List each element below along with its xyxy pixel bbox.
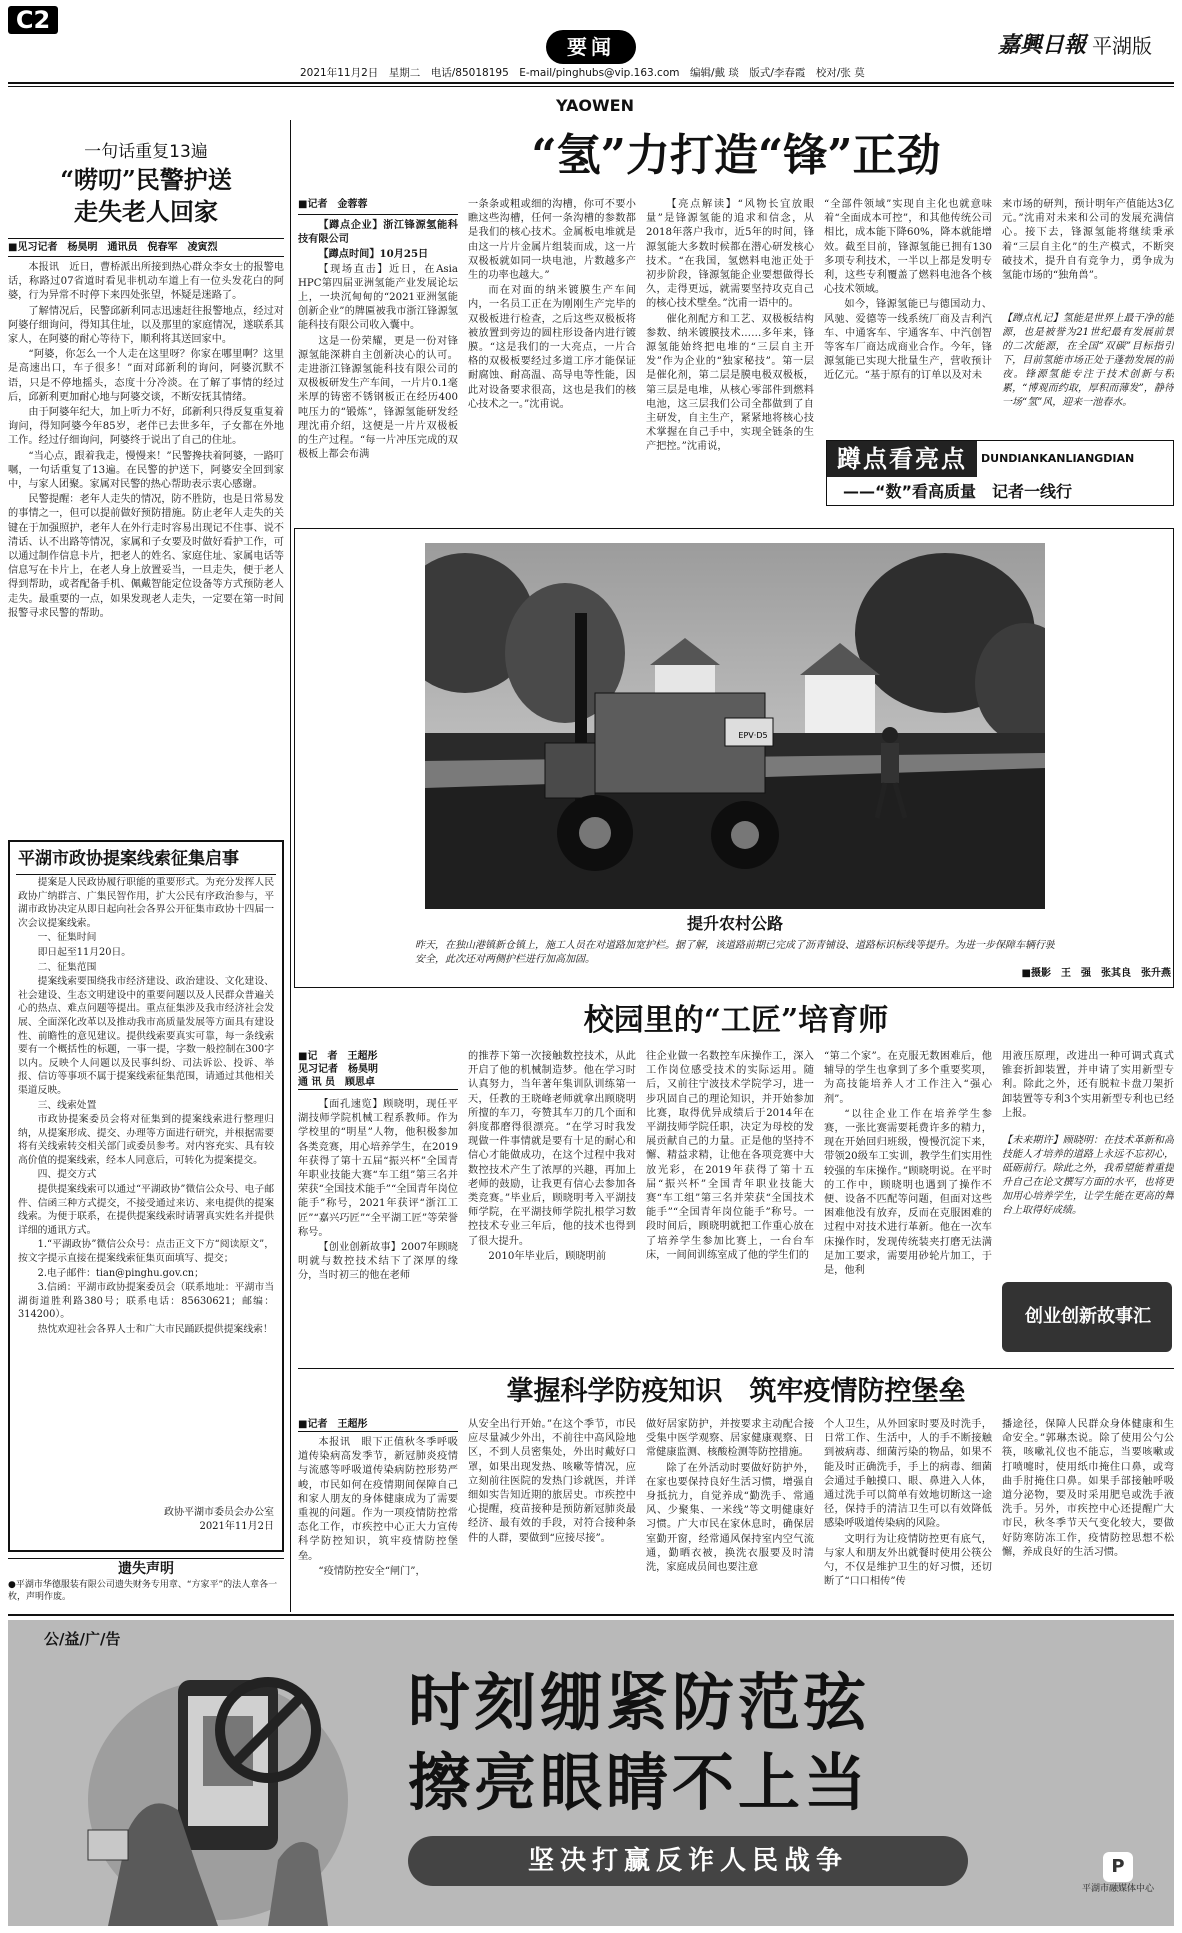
road-photo <box>425 543 1045 909</box>
paragraph: 用液压原理，改进出一种可调式真式锥套折卸装置，并申请了实用新型专利。除此之外，还有脱粒卡盘刀架折卸装置等专利3个实用新型专利也已经上报。 <box>1002 1051 1174 1119</box>
media-center-icon: P <box>1103 1852 1133 1882</box>
campus-col-1 <box>298 1098 458 1360</box>
campus-byline <box>298 1050 458 1090</box>
brand-logo: 嘉興日報 <box>998 32 1087 58</box>
paragraph: 一、征集时间 <box>37 932 97 944</box>
paragraph: 的推荐下第一次接触数控技术，从此开启了他的机械制造梦。他在学习时认真努力，当年著年集训队训练第一天，任教的王晓峰老师就拿出顾晓明所擅的车刀，夸赞其车刀的几个面和斜度都磨得很漂亮。“在学习时我发现做一件事情就是要有十足的耐心和信心才能做成功，在这个过程中我对数控技术产生了浓厚的兴趣，再加上老师的鼓励，让我更有信心去参加各类竞赛。”毕业后，顾晓明考入平湖技师学院，在平湖技师学院扎根学习数控技术专业三年后，他的技术也得到了很大提升。 <box>468 1051 636 1247</box>
hydrogen-byline: ■记者 金蓉蓉 <box>298 199 368 210</box>
paragraph: 除了在外活动时要做好防护外，在家也要保持良好生活习惯，增强自身抵抗力，自觉养成“勤洗手、常通风、少聚集、一米线”等文明健康好习惯。广大市民在家休息时，确保居室勤开窗，经常通风保持室内空气流通，勤晒衣被，换洗衣服要及时清洗，家庭成员间也要注意 <box>646 1462 814 1574</box>
paragraph: 【亮点解读】“风物长宜放眼量”是锋源氢能的追求和信念，从2018年落户我市，近5年的时间，锋源氢能大多数时候都在潜心研发核心技术。“在我国，氢燃料电池正处于初步阶段，锋源氢能企业要想做得长久，走得更远，就需要坚持攻克自己的核心技术壁垒。”沈甫一语中的。 <box>646 199 814 310</box>
paragraph: 这是一份荣耀，更是一份对锋源氢能深耕自主创新决心的认可。走进浙江锋源氢能科技有限公司的双极板研发生产车间，一片片0.1毫米厚的铸密不锈钢板正在经历400吨压力的“锻炼”，锋源氢能研发经理沈甫介绍，这便是一片片双极板的生产过程。“每一片冲压完成的双极板上都会布满 <box>298 335 458 461</box>
paragraph: 【蹲点时间】10月25日 <box>318 248 429 261</box>
notice-date: 2021年11月2日 <box>199 1521 274 1532</box>
paragraph: 播途径，保障人民群众身体健康和生命安全。”郭琳杰说。除了使用公勺公筷，咳嗽礼仪也不能忘，当要咳嗽或打喷嚏时，使用纸巾掩住口鼻，或弯曲手肘掩住口鼻。如果手部接触呼吸道分泌物，要及时采用肥皂或洗手液洗手。另外，市疾控中心还提醒广大市民，秋冬季节天气变化较大，要做好防寒防冻工作，疫情防控思想不松懈，养成良好的生活习惯。 <box>1002 1419 1174 1558</box>
psa-rule <box>8 1614 1174 1616</box>
hydrogen-col-4 <box>824 198 992 568</box>
paragraph: 个人卫生，从外回家时要及时洗手，日常工作、生活中，人的手不断接触到被病毒、细菌污染的物品，如果不能及时正确洗手，手上的病毒、细菌会通过手触摸口、眼、鼻进入人体，通过洗手可以简单有效地切断这一途径，保持手的清洁卫生可以有效降低感染呼吸道传染病的风险。 <box>824 1419 992 1530</box>
epidemic-col-3 <box>646 1418 814 1604</box>
paragraph: 二、征集范围 <box>37 961 97 973</box>
hydrogen-note: 【蹲点札记】氢能是世界上最干净的能源，也是被誉为21世纪最有发展前景的二次能源，在全国“双碳”目标指引下，目前氢能市场正处于蓬勃发展的前夜。锋源氢能专注于技术创新与积累，“博观而约取，厚积而薄发”，静待一场“氢”风，迎来一池春水。 <box>1002 313 1174 408</box>
hydrogen-col-1 <box>298 218 458 568</box>
paragraph: “当心点，跟着我走，慢慢来！”民警搀扶着阿婆，一路叮嘱，一句话重复了13遍。在民警的护送下，阿婆安全回到家中，与家人团聚。家属对民警的热心帮助表示衷心感谢。 <box>8 450 284 491</box>
hydrogen-col-5 <box>1002 198 1174 308</box>
byline-line: ■记 者 王超彤 <box>298 1051 378 1062</box>
paragraph: “以往企业工作在培养学生参赛，一张比赛需要耗费许多的精力，现在开始回归班级，慢慢沉淀下来，带领20级车工实训，教学生们实用性较强的车床操作。”顾晓明说。在平时的工作中，顾晓明也遇到了操作不便、设备不匹配等问题，但面对这些困难他没有放弃，反而在克服困难的过程中对技术进行革新。他在一次车床操作时，发现传统装夹打磨无法满足加工要求，需要用砂轮片加工，于是，他利 <box>824 1108 992 1277</box>
phone-hand-illustration <box>68 1660 368 1926</box>
paragraph: “第二个家”。在克服无数困难后，他辅导的学生也拿到了多个重要奖项，为高技能培养人才工作注入“强心剂”。 <box>824 1051 992 1105</box>
paragraph: 由于阿婆年纪大，加上听力不好，邱新利只得反复重复着询问，得知阿婆今年85岁，老伴已去世多年，子女都在外地工作。经过仔细询问，阿婆终于说出了自己的住址。 <box>8 407 284 447</box>
cppcc-notice-box <box>8 840 284 1552</box>
paragraph: “全部件领域”实现自主化也就意味着“全面成本可控”，和其他传统公司相比，成本能下降60%，降本就能增效。截至目前，锋源氢能已拥有130多项专利技术，一半以上都是发明专利，这些专利覆盖了燃料电池各个核心技术领域。 <box>824 199 992 296</box>
campus-col-5 <box>1002 1050 1174 1130</box>
column-divider <box>290 120 291 1612</box>
badge-slogan: ——“数”看高质量 记者一线行 <box>843 482 1073 501</box>
paragraph: 本报讯 眼下正值秋冬季呼吸道传染病高发季节，新冠肺炎疫情与流感等呼吸道传染病防控形势严峻，市民如何在疫情期间保障自己和家人朋友的身体健康成为了需要重视的问题。作为一项疫情防控常态化工作，市疾控中心正大力宣传科学防控知识，筑牢疫情防控堡垒。 <box>298 1437 458 1562</box>
psa-line-1: 时刻绷紧防范弦 <box>408 1666 871 1739</box>
paragraph: 从安全出行开始。”在这个季节，市民应尽量减少外出，不前往中高风险地区，不到人员密集处，外出时戴好口罩，如果出现发热、咳嗽等情况，应立刻前往医院的发热门诊就医，并详细如实告知近期的旅居史。市疾控中心提醒，疫苗接种是预防新冠肺炎最经济、最有效的手段，对符合接种条件的人群，要做到“应接尽接”。 <box>468 1419 636 1544</box>
paragraph: 如今，锋源氢能已与德国动力、风驰、爱德等一线系统厂商及吉利汽车、中通客车、宇通客车、中汽创智等客车厂商达成商业合作。今年，锋源氢能已实现大批量生产，营收预计近亿元。“基于原有的订单以及对未 <box>824 299 992 382</box>
epidemic-col-1 <box>298 1436 458 1604</box>
notice-title-rule <box>16 874 276 875</box>
campus-col-3 <box>646 1050 814 1360</box>
paragraph: 3.信函：平湖市政协提案委员会（联系地址：平湖市当湖街道胜利路380号；联系电话：85630621；邮编：314200）。 <box>18 1282 274 1321</box>
psa-label: 公/益/广/告 <box>44 1630 121 1648</box>
hydrogen-byline-rule <box>298 214 458 215</box>
paragraph: 提供提案线索可以通过“平湖政协”微信公众号、电子邮件、信函三种方式提交，不接受通过来访、来电提供的提案线索。为便于联系，在提供提案线索时请署真实姓名并提供详细的通讯方式。 <box>18 1184 274 1236</box>
paragraph: 做好居家防护，并按要求主动配合接受集中医学观察、居家健康观察、日常健康监测、核酸检测等防控措施。 <box>646 1419 814 1459</box>
psa-line-2: 擦亮眼睛不上当 <box>408 1746 871 1819</box>
dundian-badge <box>826 440 1174 506</box>
paragraph: 民警提醒：老年人走失的情况，防不胜防，也是日常易发的事情之一，但可以提前做好预防措施。防止老年人走失的关键在于加强照护，老年人在外行走时容易出现记不住事、说不清话、认不出路等情况，家属和子女要及时做好看护工作，可以通过制作信息卡片，把老人的姓名、家庭住址、家属电话等信息写在卡片上，在老人身上放置妥当，一旦走失，便于老人得到帮助，或者配备手机、佩戴智能定位设备等方式预防老人走失。最重要的一点，如果发现老人走失，一定要在第一时间报警寻求民警的帮助。 <box>8 494 284 619</box>
photo-caption-title: 提升农村公路 <box>686 914 783 933</box>
lost-notice <box>8 1558 284 1610</box>
badge-text: 创业创新故事汇 <box>1025 1306 1151 1327</box>
photo-caption: 昨天，在独山港镇新仓镇上，施工人员在对道路加宽护栏。据了解，该道路前期已完成了沥青铺设、道路标识标线等提升。为进一步保障车辆行驶安全，此次还对两侧护栏进行加高加固。 <box>415 940 1055 965</box>
paragraph: 一条条或粗或细的沟槽，你可不要小瞧这些沟槽，任何一条沟槽的参数都是我们的核心技术。金属板电堆就是由这一片片金属片组装而成，这一片双极板就如同一块电池，片数越多产生的功率也越大。” <box>468 199 636 282</box>
paragraph: 催化剂配方和工艺、双极板结构参数、纳米镀膜技术……多年来，锋源氢能始终把电堆的“三层自主开发”作为企业的“独家秘技”。第一层是催化剂，第二层是膜电极双极板，第三层是电堆，从核心零部件到燃料电池，这三层我们公司全都做到了自主研发，自主生产，紧紧地将核心技术掌握在自己手中，实现全链条的生产把控。”沈甫说， <box>646 313 814 453</box>
epidemic-col-4 <box>824 1418 992 1604</box>
paragraph: 提案线索要围绕我市经济建设、政治建设、文化建设、社会建设、生态文明建设中的重要问题以及人民群众普遍关心的热点、难点问题等提出。重点征集涉及我市经济社会发展、全面深化改革以及推动我市高质量发展等方面具有建设性、前瞻性的意见建议。提供线索要真实可靠，每一条线索要有一个概括性的标题，一事一提，字数一般控制在300字以内。反映个人问题以及民事纠纷、司法诉讼、投诉、举报、信访等事项不属于提案线索征集范围，请通过其他相关渠道反映。 <box>18 976 274 1096</box>
masthead-meta: 2021年11月2日 星期二 电话/85018195 E-mail/pinghubs@vip.163.com 编辑/戴 琰 版式/李春霞 校对/张 莫 <box>300 67 865 79</box>
paragraph: 文明行为让疫情防控更有底气，与家人和朋友外出就餐时使用公筷公勺，不仅是维护卫生的好习惯，还切断了“口口相传”传 <box>824 1533 992 1588</box>
epidemic-title: 掌握科学防疫知识 筑牢疫情防控堡垒 <box>506 1376 966 1407</box>
paragraph: 三、线索处置 <box>37 1099 97 1111</box>
section-english: YAOWEN <box>555 96 634 115</box>
campus-note: 【未来期许】顾晓明：在技术革新和高技能人才培养的道路上永远不忘初心，砥砺前行。除此之外，我希望能着重提升自己在论文撰写方面的水平，也将更加用心培养学生，让学生能在更高的舞台上取得好成绩。 <box>1002 1135 1174 1216</box>
paragraph: 往企业做一名数控车床操作工，深入工作岗位感受技术的实际运用。随后，又前往宁波技术学院学习，进一步巩固自己的理论知识，并开始参加比赛，取得优异成绩后于2014年在平湖技师学院任职，决定为母校的发展贡献自己的力量。正是他的坚持不懈、精益求精，让他在各项竞赛中大放光彩，在2019年获得了第十五届“振兴杯”全国青年职业技能大赛“车工组”第三名并荣获“全国技术能手”“全国青年岗位能手”称号。一段时间后，顾晓明就把工作重心放在了培养学生参加比赛上，一台台车床，一间间训练室成了他的学生们的 <box>646 1051 814 1261</box>
epidemic-byline: ■记者 王超彤 <box>298 1418 458 1432</box>
left-story-byline: ■见习记者 杨昊明 通讯员 倪春军 凌寅烈 <box>8 238 284 257</box>
lost-notice-text: ●平湖市华德服装有限公司遗失财务专用章、“方家平”的法人章各一枚，声明作废。 <box>8 1580 278 1602</box>
left-story-title-2: 走失老人回家 <box>74 197 218 226</box>
paragraph: “阿婆，你怎么一个人走在这里呀？你家在哪里啊？这里是高速出口，车子很多！”面对邱新利的询问，阿婆沉默不语，只是不停地摇头，态度十分冷淡。在了解了事情的经过后，邱新利更加耐心地与阿婆交谈，不断安抚其情绪。 <box>8 349 284 403</box>
byline-line: 见习记者 杨昊明 <box>298 1064 378 1075</box>
media-center-logo <box>1076 1852 1160 1896</box>
paragraph: 【现场直击】近日，在Asia HPC第四届亚洲氢能产业发展论坛上，一块沉甸甸的“2021亚洲氢能创新企业”的牌匾被我市浙江锋源氢能科技有限公司收入囊中。 <box>298 263 458 332</box>
notice-title: 平湖市政协提案线索征集启事 <box>18 849 239 869</box>
media-center-name: 平湖市融媒体中心 <box>1081 1884 1154 1894</box>
psa-banner <box>8 1620 1174 1926</box>
masthead-rule-thin <box>8 86 1174 87</box>
paragraph: 而在对面的纳米镀膜生产车间内，一名员工正在为刚刚生产完毕的双极板进行检查，之后这些双极板将被放置到旁边的圆柱形设备内进行镀膜。“这是我们的一大亮点，一片合格的双极板要经过多道工序才能保证耐腐蚀、耐高温、高导电等性能，因此对设备要求很高，这也是我们的核心技术之一。”沈甫说。 <box>468 285 636 410</box>
machine-plate: EPV·D5 <box>738 731 768 740</box>
section-badge: 要闻 <box>546 30 636 64</box>
page-number-box: C2 <box>8 6 58 34</box>
campus-col-4 <box>824 1050 992 1360</box>
left-story-body <box>8 261 284 849</box>
section-rule <box>298 1368 1174 1369</box>
left-story <box>8 140 284 830</box>
paragraph: 来市场的研判，预计明年产值能达3亿元。”沈甫对未来和公司的发展充满信心。接下去，锋源氢能将继续秉承着“三层自主化”的生产模式，不断突破技术，提升自有竞争力，勇争成为氢能市场的“独角兽”。 <box>1002 199 1174 282</box>
left-story-title-1: “唠叨”民警护送 <box>60 165 232 194</box>
paragraph: 四、提交方式 <box>37 1169 97 1181</box>
hydrogen-col-3 <box>646 198 814 568</box>
byline-line: 通 讯 员 顾思卓 <box>298 1077 375 1088</box>
notice-signature: 政协平湖市委员会办公室 <box>164 1507 274 1518</box>
masthead-rule-thick <box>8 82 1174 84</box>
photo-credit: ■摄影 王 强 张其良 张升燕 <box>1021 968 1171 979</box>
badge-pinyin: DUNDIANKANLIANGDIAN <box>981 452 1135 465</box>
psa-line-3: 坚决打赢反诈人民战争 <box>527 1846 848 1876</box>
epidemic-col-2 <box>468 1418 636 1604</box>
paragraph: 2.电子邮件：tian@pinghu.gov.cn； <box>37 1267 204 1279</box>
left-story-kicker: 一句话重复13遍 <box>84 142 208 162</box>
paragraph: 【创业创新故事】2007年顾晓明就与数控技术结下了深厚的缘分，当时初三的他在老师 <box>298 1242 458 1282</box>
innovation-story-badge <box>1002 1282 1172 1352</box>
paragraph: “疫情防控安全“闸门”， <box>318 1565 426 1577</box>
paragraph: 1.“平湖政协”微信公众号：点击正文下方“阅读原文”，按文字提示直接在提案线索征集页面填写、提交； <box>18 1239 274 1265</box>
paragraph: 【面孔速览】顾晓明，现任平湖技师学院机械工程系教师。作为学校里的“明星”人物，他积极参加各类竞赛，用心培养学生，在2019年获得了第十五届“振兴杯”全国青年职业技能大赛“车工组”第三名并荣获“全国技术能手”“全国青年岗位能手”称号，2021年获评“浙江工匠”“嘉兴巧匠”“全平湖工匠”等荣誉称号。 <box>298 1099 458 1238</box>
paragraph: 提案是人民政协履行职能的重要形式。为充分发挥人民政协广纳群言、广集民智作用，扩大公民有序政治参与，平湖市政协决定从即日起向社会各界公开征集市政协十四届一次会议提案线索。 <box>18 877 274 929</box>
epidemic-col-5 <box>1002 1418 1174 1604</box>
notice-body <box>18 876 274 1506</box>
hydrogen-col-2 <box>468 198 636 568</box>
paragraph: 本报讯 近日，曹桥派出所接到热心群众李女士的报警电话，称路过07省道时看见非机动车道上有一位头发花白的阿婆，行为异常不时停下来四处张望，怀疑是迷路了。 <box>8 262 284 302</box>
paragraph: 【蹲点企业】浙江锋源氢能科技有限公司 <box>298 219 458 246</box>
hydrogen-title: “氢”力打造“锋”正劲 <box>531 130 941 181</box>
campus-title: 校园里的“工匠”培育师 <box>583 1003 889 1038</box>
paragraph: 2010年毕业后，顾晓明前 <box>488 1250 607 1262</box>
paragraph: 即日起至11月20日。 <box>37 946 132 958</box>
paragraph: 热忱欢迎社会各界人士和广大市民踊跃提供提案线索！ <box>37 1324 273 1335</box>
edition-label: 平湖版 <box>1092 34 1152 58</box>
paragraph: 市政协提案委员会将对征集到的提案线索进行整理归纳，从提案形成、提交、办理等方面进行研究，并根据需要将有关线索转交相关部门或委员参考。对内容充实、具有较高价值的提案线索，经本人同意后，可转化为提案提交。 <box>18 1114 274 1166</box>
lost-notice-title: 遗失声明 <box>8 1558 284 1579</box>
photo-frame <box>294 528 1174 988</box>
campus-col-2 <box>468 1050 636 1360</box>
badge-title-block: 蹲点看亮点 <box>827 441 977 477</box>
psa-slogan-bar <box>408 1836 968 1886</box>
paragraph: 了解情况后，民警邱新利同志迅速赶往报警地点，经过对阿婆仔细询问，得知其住址，以及那里的家庭情况，遂联系其家人，在阿婆的耐心等待下，顺利将其送回家中。 <box>8 305 284 346</box>
